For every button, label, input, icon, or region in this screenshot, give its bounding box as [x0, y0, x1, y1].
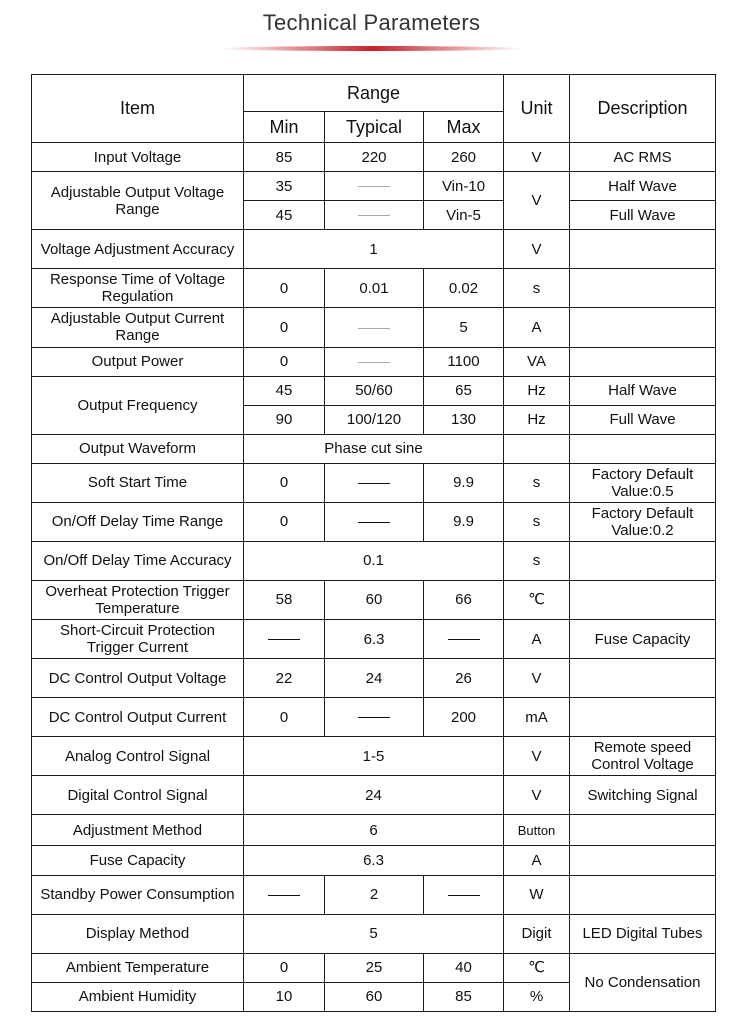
- table-row: [32, 815, 716, 846]
- description-cell: Fuse Capacity: [570, 620, 716, 659]
- unit-cell: [504, 434, 570, 463]
- title-underline: [222, 44, 522, 53]
- value-cell: 6.3: [244, 846, 504, 875]
- unit-cell: Button: [504, 815, 570, 846]
- max-cell: 130: [424, 405, 504, 434]
- description-cell: [570, 875, 716, 914]
- value-cell: 6: [244, 815, 504, 846]
- min-cell: 85: [244, 143, 325, 172]
- description-cell: [570, 308, 716, 347]
- typical-cell: 0.01: [325, 269, 424, 308]
- min-cell: 22: [244, 659, 325, 698]
- unit-cell: V: [504, 737, 570, 776]
- description-cell: [570, 659, 716, 698]
- value-cell: 24: [244, 776, 504, 815]
- typical-cell: 60: [325, 982, 424, 1011]
- table-row: [32, 620, 716, 659]
- value-cell: Phase cut sine: [244, 434, 504, 463]
- header-row: [32, 75, 716, 112]
- description-cell: Factory Default Value:0.2: [570, 502, 716, 541]
- description-cell: [570, 698, 716, 737]
- item-cell: Digital Control Signal: [32, 776, 244, 815]
- max-cell: 66: [424, 580, 504, 619]
- item-cell: Adjustment Method: [32, 815, 244, 846]
- max-cell: 0.02: [424, 269, 504, 308]
- typical-cell: [325, 502, 424, 541]
- item-cell: Output Waveform: [32, 434, 244, 463]
- description-cell: Factory Default Value:0.5: [570, 463, 716, 502]
- unit-cell: s: [504, 269, 570, 308]
- item-cell: Input Voltage: [32, 143, 244, 172]
- typical-cell: [325, 463, 424, 502]
- unit-cell: V: [504, 230, 570, 269]
- max-cell: 1100: [424, 347, 504, 376]
- table-row: [32, 846, 716, 875]
- typical-cell: 24: [325, 659, 424, 698]
- header-description: Description: [570, 75, 716, 143]
- unit-cell: mA: [504, 698, 570, 737]
- value-cell: 0.1: [244, 541, 504, 580]
- dash-mark: [358, 522, 390, 523]
- typical-cell: 220: [325, 143, 424, 172]
- typical-cell: [325, 347, 424, 376]
- header-min: Min: [244, 112, 325, 143]
- page-title: Technical Parameters: [262, 10, 481, 35]
- item-cell: Short-Circuit Protection Trigger Current: [32, 620, 244, 659]
- table-row: [32, 580, 716, 619]
- max-cell: 40: [424, 953, 504, 982]
- table-row: [32, 308, 716, 347]
- table-row: [32, 502, 716, 541]
- dash-mark: [358, 717, 390, 718]
- item-cell: Output Power: [32, 347, 244, 376]
- min-cell: 0: [244, 953, 325, 982]
- max-cell: [424, 620, 504, 659]
- item-cell: Fuse Capacity: [32, 846, 244, 875]
- table-row: [32, 953, 716, 982]
- item-cell: Standby Power Consumption: [32, 875, 244, 914]
- min-cell: 58: [244, 580, 325, 619]
- item-cell: Voltage Adjustment Accuracy: [32, 230, 244, 269]
- table-row: [32, 172, 716, 201]
- max-cell: 65: [424, 376, 504, 405]
- dash-mark: [358, 186, 390, 187]
- unit-cell: s: [504, 463, 570, 502]
- table-row: [32, 434, 716, 463]
- max-cell: 260: [424, 143, 504, 172]
- typical-cell: [325, 201, 424, 230]
- table-row: [32, 541, 716, 580]
- header-range: Range: [244, 75, 504, 112]
- unit-cell: ℃: [504, 580, 570, 619]
- unit-cell: s: [504, 541, 570, 580]
- max-cell: 85: [424, 982, 504, 1011]
- unit-cell: V: [504, 776, 570, 815]
- description-cell: Half Wave: [570, 376, 716, 405]
- item-cell: Ambient Humidity: [32, 982, 244, 1011]
- min-cell: [244, 875, 325, 914]
- typical-cell: 100/120: [325, 405, 424, 434]
- item-cell: Adjustable Output Current Range: [32, 308, 244, 347]
- item-cell: Display Method: [32, 914, 244, 953]
- table-row: [32, 875, 716, 914]
- typical-cell: 25: [325, 953, 424, 982]
- dash-mark: [448, 639, 480, 640]
- description-cell: Full Wave: [570, 201, 716, 230]
- item-cell: DC Control Output Voltage: [32, 659, 244, 698]
- item-cell: Output Frequency: [32, 376, 244, 434]
- unit-cell: A: [504, 308, 570, 347]
- unit-cell: W: [504, 875, 570, 914]
- description-cell: [570, 580, 716, 619]
- description-cell: [570, 846, 716, 875]
- header-unit: Unit: [504, 75, 570, 143]
- parameters-table: [31, 74, 716, 1012]
- max-cell: 26: [424, 659, 504, 698]
- typical-cell: 6.3: [325, 620, 424, 659]
- unit-cell: A: [504, 846, 570, 875]
- min-cell: 0: [244, 463, 325, 502]
- item-cell: Response Time of Voltage Regulation: [32, 269, 244, 308]
- min-cell: 0: [244, 347, 325, 376]
- min-cell: 90: [244, 405, 325, 434]
- description-cell: [570, 347, 716, 376]
- item-cell: Soft Start Time: [32, 463, 244, 502]
- description-cell: [570, 230, 716, 269]
- table-row: [32, 914, 716, 953]
- unit-cell: A: [504, 620, 570, 659]
- table-row: [32, 269, 716, 308]
- dash-mark: [358, 483, 390, 484]
- max-cell: 200: [424, 698, 504, 737]
- table-row: [32, 376, 716, 405]
- typical-cell: 50/60: [325, 376, 424, 405]
- max-cell: Vin-10: [424, 172, 504, 201]
- unit-cell: ℃: [504, 953, 570, 982]
- description-cell: Remote speed Control Voltage: [570, 737, 716, 776]
- typical-cell: 2: [325, 875, 424, 914]
- header-max: Max: [424, 112, 504, 143]
- unit-cell: Hz: [504, 405, 570, 434]
- table-row: [32, 463, 716, 502]
- typical-cell: [325, 698, 424, 737]
- min-cell: 0: [244, 269, 325, 308]
- max-cell: 5: [424, 308, 504, 347]
- unit-cell: V: [504, 172, 570, 230]
- typical-cell: [325, 308, 424, 347]
- table-row: [32, 737, 716, 776]
- min-cell: 0: [244, 698, 325, 737]
- unit-cell: s: [504, 502, 570, 541]
- description-cell: [570, 434, 716, 463]
- dash-mark: [358, 328, 390, 329]
- value-cell: 1-5: [244, 737, 504, 776]
- unit-cell: Hz: [504, 376, 570, 405]
- min-cell: 0: [244, 502, 325, 541]
- min-cell: 45: [244, 201, 325, 230]
- typical-cell: 60: [325, 580, 424, 619]
- dash-mark: [358, 362, 390, 363]
- max-cell: Vin-5: [424, 201, 504, 230]
- item-cell: Ambient Temperature: [32, 953, 244, 982]
- header-item: Item: [32, 75, 244, 143]
- description-cell: Full Wave: [570, 405, 716, 434]
- unit-cell: V: [504, 143, 570, 172]
- unit-cell: Digit: [504, 914, 570, 953]
- table-row: [32, 230, 716, 269]
- item-cell: On/Off Delay Time Range: [32, 502, 244, 541]
- description-cell: AC RMS: [570, 143, 716, 172]
- description-cell: [570, 815, 716, 846]
- description-cell: Switching Signal: [570, 776, 716, 815]
- item-cell: On/Off Delay Time Accuracy: [32, 541, 244, 580]
- table-row: [32, 143, 716, 172]
- max-cell: 9.9: [424, 463, 504, 502]
- dash-mark: [268, 639, 300, 640]
- value-cell: 1: [244, 230, 504, 269]
- dash-mark: [358, 215, 390, 216]
- table-row: [32, 659, 716, 698]
- value-cell: 5: [244, 914, 504, 953]
- dash-mark: [268, 895, 300, 896]
- header-typical: Typical: [325, 112, 424, 143]
- table-row: [32, 347, 716, 376]
- min-cell: 35: [244, 172, 325, 201]
- item-cell: Analog Control Signal: [32, 737, 244, 776]
- min-cell: 10: [244, 982, 325, 1011]
- description-cell: [570, 269, 716, 308]
- dash-mark: [448, 895, 480, 896]
- item-cell: Overheat Protection Trigger Temperature: [32, 580, 244, 619]
- typical-cell: [325, 172, 424, 201]
- min-cell: [244, 620, 325, 659]
- item-cell: Adjustable Output Voltage Range: [32, 172, 244, 230]
- max-cell: 9.9: [424, 502, 504, 541]
- description-cell: Half Wave: [570, 172, 716, 201]
- max-cell: [424, 875, 504, 914]
- min-cell: 0: [244, 308, 325, 347]
- table-row: [32, 698, 716, 737]
- unit-cell: V: [504, 659, 570, 698]
- table-row: [32, 776, 716, 815]
- min-cell: 45: [244, 376, 325, 405]
- description-cell: LED Digital Tubes: [570, 914, 716, 953]
- description-cell: [570, 541, 716, 580]
- unit-cell: VA: [504, 347, 570, 376]
- description-cell: No Condensation: [570, 953, 716, 1011]
- unit-cell: %: [504, 982, 570, 1011]
- item-cell: DC Control Output Current: [32, 698, 244, 737]
